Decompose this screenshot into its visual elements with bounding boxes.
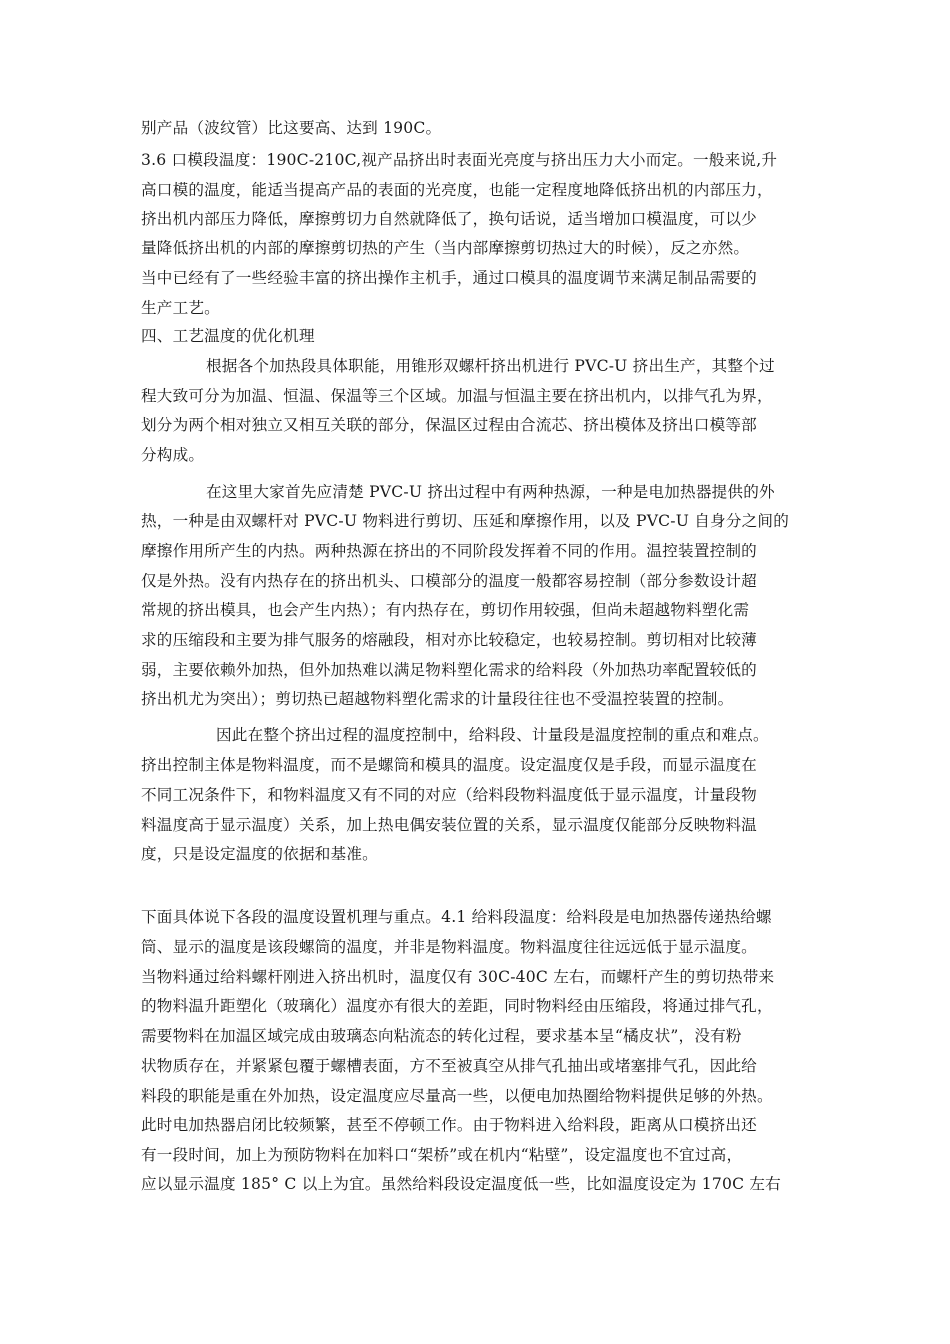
text-line: 料段的职能是重在外加热，设定温度应尽量高一些，以便电加热圈给物料提供足够的外热。 [141, 1087, 773, 1105]
text-line: 生产工艺。 [141, 299, 220, 317]
text-line: 需要物料在加温区域完成由玻璃态向粘流态的转化过程，要求基本呈“橘皮状”，没有粉 [141, 1027, 742, 1045]
text-line: 求的压缩段和主要为排气服务的熔融段，相对亦比较稳定，也较易控制。剪切相对比较薄 [141, 631, 757, 649]
text-line: 弱，主要依赖外加热，但外加热难以满足物料塑化需求的给料段（外加热功率配置较低的 [141, 661, 757, 679]
text-line: 状物质存在，并紧紧包覆于螺槽表面，方不至被真空从排气孔抽出或堵塞排气孔，因此给 [141, 1057, 757, 1075]
text-line: 程大致可分为加温、恒温、保温等三个区域。加温与恒温主要在挤出机内，以排气孔为界， [141, 387, 773, 405]
text-line: 有一段时间，加上为预防物料在加料口“架桥”或在机内“粘壁”，设定温度也不宜过高， [141, 1146, 743, 1164]
text-line: 当物料通过给料螺杆刚进入挤出机时，温度仅有 30C-40C 左右，而螺杆产生的剪切热带来 [141, 968, 775, 986]
text-line: 下面具体说下各段的温度设置机理与重点。4.1 给料段温度：给料段是电加热器传递热给螺 [141, 908, 772, 926]
text-line: 高口模的温度，能适当提高产品的表面的光亮度，也能一定程度地降低挤出机的内部压力， [141, 181, 773, 199]
text-line: 度，只是设定温度的依据和基准。 [141, 845, 378, 863]
text-line: 热，一种是由双螺杆对 PVC-U 物料进行剪切、压延和摩擦作用，以及 PVC-U 自身分之间的 [141, 512, 790, 530]
text-line: 分构成。 [141, 446, 205, 464]
text-line: 当中已经有了一些经验丰富的挤出操作主机手，通过口模具的温度调节来满足制品需要的 [141, 269, 757, 287]
text-line: 挤出控制主体是物料温度，而不是螺筒和模具的温度。设定温度仅是手段，而显示温度在 [141, 756, 757, 774]
paragraph-first-line: 在这里大家首先应清楚 PVC-U 挤出过程中有两种热源，一种是电加热器提供的外 [206, 483, 775, 501]
text-line: 应以显示温度 185° C 以上为宜。虽然给料段设定温度低一些，比如温度设定为 170C 左右 [141, 1175, 781, 1193]
paragraph-first-line: 根据各个加热段具体职能，用锥形双螺杆挤出机进行 PVC-U 挤出生产，其整个过 [206, 357, 775, 375]
text-line: 划分为两个相对独立又相互关联的部分，保温区过程由合流芯、挤出模体及挤出口模等部 [141, 416, 757, 434]
text-line: 此时电加热器启闭比较频繁，甚至不停顿工作。由于物料进入给料段，距离从口模挤出还 [141, 1116, 757, 1134]
text-line: 仅是外热。没有内热存在的挤出机头、口模部分的温度一般都容易控制（部分参数设计超 [141, 572, 757, 590]
text-line: 料温度高于显示温度）关系，加上热电偶安装位置的关系，显示温度仅能部分反映物料温 [141, 816, 757, 834]
text-line: 3.6 口模段温度：190C-210C,视产品挤出时表面光亮度与挤出压力大小而定。一般来说,升 [141, 151, 778, 169]
text-line: 挤出机尤为突出）；剪切热已超越物料塑化需求的计量段往往也不受温控装置的控制。 [141, 690, 734, 708]
text-line: 别产品（波纹管）比这要高、达到 190C。 [141, 119, 442, 137]
text-line: 不同工况条件下，和物料温度又有不同的对应（给料段物料温度低于显示温度，计量段物 [141, 786, 757, 804]
text-line: 的物料温升距塑化（玻璃化）温度亦有很大的差距，同时物料经由压缩段，将通过排气孔， [141, 997, 773, 1015]
text-line: 常规的挤出模具，也会产生内热）；有内热存在，剪切作用较强，但尚未超越物料塑化需 [141, 601, 750, 619]
text-line: 量降低挤出机的内部的摩擦剪切热的产生（当内部摩擦剪切热过大的时候），反之亦然。 [141, 239, 750, 257]
section-heading: 四、工艺温度的优化机理 [141, 327, 315, 345]
text-line: 筒、显示的温度是该段螺筒的温度，并非是物料温度。物料温度往往远远低于显示温度。 [141, 938, 757, 956]
text-line: 摩擦作用所产生的内热。两种热源在挤出的不同阶段发挥着不同的作用。温控装置控制的 [141, 542, 757, 560]
text-line: 挤出机内部压力降低，摩擦剪切力自然就降低了，换句话说，适当增加口模温度，可以少 [141, 210, 757, 228]
paragraph-first-line: 因此在整个挤出过程的温度控制中，给料段、计量段是温度控制的重点和难点。 [216, 726, 769, 744]
